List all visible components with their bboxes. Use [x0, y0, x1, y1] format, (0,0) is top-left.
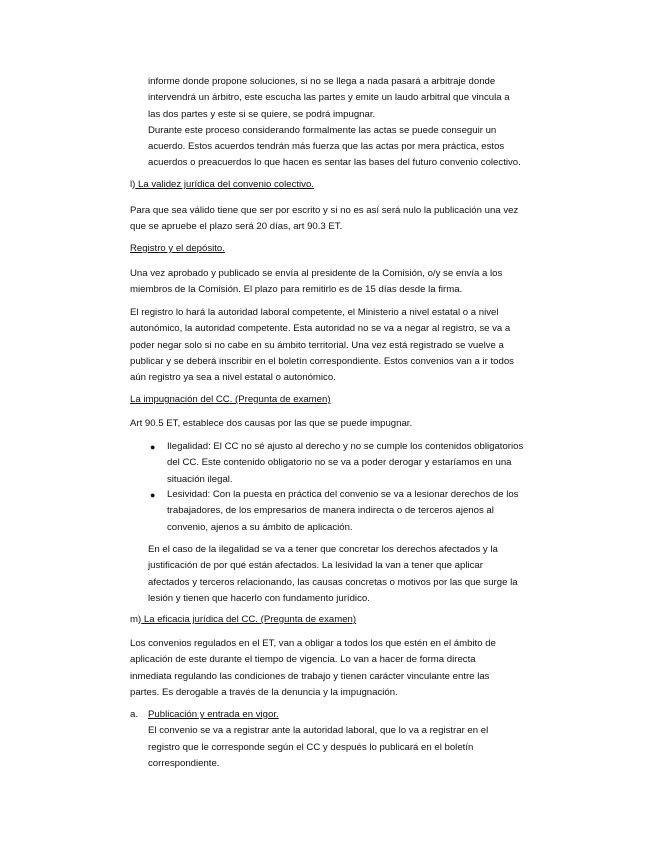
text-line: aplicación de este durante el tiempo de vigencia. Lo van a hacer de forma directa	[130, 654, 476, 666]
text-line: aún registro ya sea a nivel estatal o autonómico.	[130, 372, 336, 384]
bullet-text	[167, 439, 569, 488]
subsection-a-marker: a.	[130, 709, 139, 720]
text-line: En el caso de la ilegalidad se va a tener que concretar los derechos afectados y la	[148, 544, 498, 555]
registro-heading	[130, 241, 570, 257]
section-m-paragraph	[130, 636, 570, 701]
registro-title: Registro y el depósito.	[130, 243, 225, 254]
section-m-prefix: m)	[130, 614, 142, 625]
bullet-text	[167, 487, 569, 536]
text-line: correspondiente.	[148, 757, 220, 769]
section-l-prefix: l)	[130, 179, 136, 190]
impugnacion-heading	[130, 392, 570, 408]
text-line: inmediata regulando las condiciones de trabajo y tienen carácter vinculante entre las	[130, 670, 490, 682]
intro-paragraph	[148, 74, 568, 172]
text-line: El convenio se va a registrar ante la autoridad laboral, que lo va a registrar en el	[148, 725, 489, 737]
text-line: Durante este proceso considerando formalmente las actas se puede conseguir un	[148, 124, 497, 136]
text-line: acuerdos o preacuerdos lo que hacen es sentar las bases del futuro convenio colectivo.	[148, 157, 521, 169]
text-line: informe donde propone soluciones, si no se llega a nada pasará a arbitraje donde	[148, 76, 496, 87]
text-line: Art 90.5 ET, establece dos causas por las que se puede impugnar.	[130, 418, 413, 429]
subsection-a-title: Publicación y entrada en vigor.	[148, 709, 279, 720]
text-line: poder negar solo si no cabe en su ámbito territorial. Una vez está registrado se vuelve a	[130, 339, 504, 351]
impugnacion-closing-paragraph	[148, 542, 568, 607]
bullet-icon: ●	[150, 442, 156, 452]
text-line: trabajadores, de los empresarios de manera indirecta o de terceros ajenos al	[167, 505, 494, 517]
text-line: lesión y tienen que hacerlo con fundamento jurídico.	[148, 592, 370, 604]
section-l-paragraph	[130, 203, 570, 236]
text-line: que se apruebe el plazo será 20 días, art 90.3 ET.	[130, 221, 343, 233]
text-line: Lesividad: Con la puesta en práctica del convenio se va a lesionar derechos de los	[167, 489, 519, 500]
section-l-heading	[130, 177, 570, 193]
bullet-icon: ●	[150, 490, 156, 500]
text-line: partes. Es derogable a través de la denuncia y la impugnación.	[130, 686, 398, 698]
section-m-heading	[130, 612, 570, 628]
section-l-title: La validez jurídica del convenio colectivo.	[135, 179, 314, 190]
section-m-title: La eficacia jurídica del CC. (Pregunta de examen)	[141, 614, 357, 625]
bullet-item-lesividad	[150, 487, 570, 537]
text-line: publicar y se deberá inscribir en el boletín correspondiente. Estos convenios van a ir todos	[130, 355, 514, 367]
text-line: Los convenios regulados en el ET, van a obligar a todos los que estén en el ámbito de	[130, 638, 496, 649]
registro-paragraph-2	[130, 305, 570, 386]
registro-paragraph-1	[130, 266, 570, 299]
text-line: del CC. Este contenido obligatorio no se va a poder derogar y estaríamos en una	[167, 457, 512, 469]
bullet-item-ilegalidad	[150, 439, 570, 489]
text-line: convenio, ajenos a su ámbito de aplicación.	[167, 521, 353, 533]
text-line: registro que le corresponde según el CC y después lo publicará en el boletín	[148, 741, 474, 753]
text-line: El registro lo hará la autoridad laboral competente, el Ministerio a nivel estatal o a nivel	[130, 307, 499, 318]
text-line: Una vez aprobado y publicado se envía al presidente de la Comisión, o/y se envía a los	[130, 268, 503, 279]
subsection-a	[148, 707, 568, 772]
text-line: situación ilegal.	[167, 473, 233, 485]
text-line: justificación de por qué están afectados. La lesividad la van a tener que aplicar	[148, 560, 483, 572]
text-line: las dos partes y este si se quiere, se podrá impugnar.	[148, 108, 376, 120]
text-line: intervendrá un árbitro, este escucha las partes y emite un laudo arbitral que vincula a	[148, 92, 510, 104]
text-line: acuerdo. Estos acuerdos tendrán más fuerza que las actas por mera práctica, estos	[148, 141, 505, 153]
impugnacion-intro	[130, 416, 570, 432]
text-line: Para que sea válido tiene que ser por escrito y si no es así será nulo la publicación una vez	[130, 205, 519, 216]
text-line: Ilegalidad: El CC no sé ajusto al derecho y no se cumple los contenidos obligatorios	[167, 441, 524, 452]
text-line: autonómico, la autoridad competente. Esta autoridad no se va a negar al registro, se va a	[130, 323, 511, 335]
text-line: miembros de la Comisión. El plazo para remitirlo es de 15 días desde la firma.	[130, 284, 463, 296]
text-line: afectados y terceros relacionando, las causas concretas o motivos por las que surge la	[148, 576, 518, 588]
impugnacion-title: La impugnación del CC. (Pregunta de examen)	[130, 394, 331, 405]
